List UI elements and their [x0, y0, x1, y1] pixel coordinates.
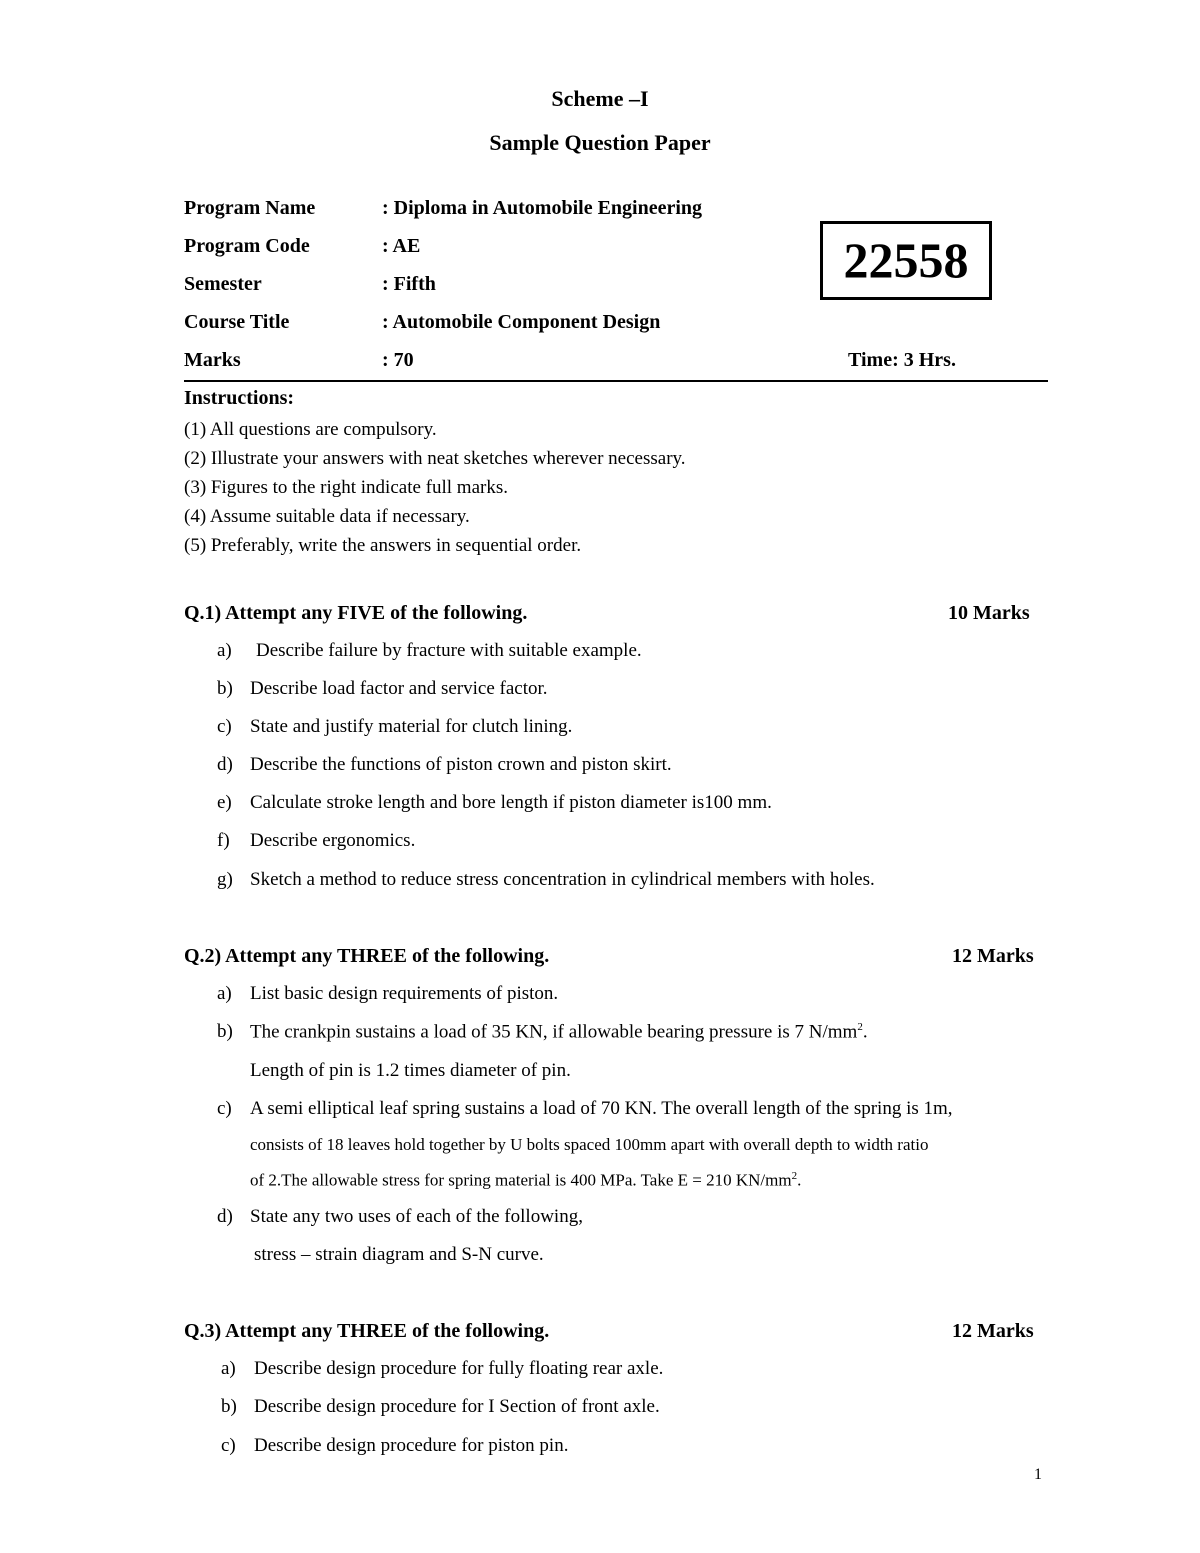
q3-item-text: Describe design procedure for I Section of front axle.: [254, 1396, 660, 1417]
q3-item-label: b): [221, 1396, 237, 1417]
instruction-item: (3) Figures to the right indicate full marks.: [184, 477, 508, 498]
semester-value: : Fifth: [382, 273, 436, 295]
instruction-item: (5) Preferably, write the answers in sequential order.: [184, 535, 582, 556]
q1-item-label: e): [217, 792, 232, 813]
q1-item-text: Describe ergonomics.: [250, 830, 416, 851]
q2-item-b-sup: 2: [857, 1021, 863, 1033]
q1-item-text: Calculate stroke length and bore length if piston diameter is100 mm.: [250, 792, 772, 813]
q1-marks: 10 Marks: [948, 602, 1030, 624]
paper-title: Sample Question Paper: [489, 130, 711, 155]
q2-item-c-end: .: [797, 1170, 802, 1190]
q2-heading: Q.2) Attempt any THREE of the following.: [184, 945, 550, 967]
q3-item-text: Describe design procedure for fully floating rear axle.: [254, 1358, 664, 1379]
q1-item-label: b): [217, 678, 233, 699]
marks-value: : 70: [382, 349, 414, 371]
course-title-label: Course Title: [184, 311, 290, 333]
instruction-item: (1) All questions are compulsory.: [184, 419, 437, 440]
q3-heading: Q.3) Attempt any THREE of the following.: [184, 1320, 550, 1342]
q1-item-label: d): [217, 754, 233, 775]
q3-item-label: a): [221, 1358, 236, 1379]
q1-item-text: Describe the functions of piston crown and piston skirt.: [250, 754, 672, 775]
q2-item-label: c): [217, 1098, 232, 1119]
q2-item-d-line1: State any two uses of each of the following,: [250, 1206, 583, 1227]
q2-item-label: b): [217, 1021, 233, 1042]
q1-heading: Q.1) Attempt any FIVE of the following.: [184, 602, 528, 624]
q2-item-c-sup: 2: [791, 1170, 798, 1182]
q1-item-text: State and justify material for clutch lining.: [250, 716, 573, 737]
q2-item-label: d): [217, 1206, 233, 1227]
semester-label: Semester: [184, 273, 262, 295]
q1-item-text: Describe load factor and service factor.: [250, 678, 548, 699]
q2-item-c-text: of 2.The allowable stress for spring material is 400 MPa. Take E = 210 KN/mm: [250, 1170, 792, 1190]
q2-item-c-line1: A semi elliptical leaf spring sustains a load of 70 KN. The overall length of the spring is 1m,: [250, 1098, 953, 1119]
program-code-value: : AE: [382, 235, 421, 257]
program-name-label: Program Name: [184, 197, 316, 219]
q2-item-b-end: .: [862, 1021, 868, 1043]
q3-item-text: Describe design procedure for piston pin.: [254, 1435, 569, 1456]
q1-item-text: Describe failure by fracture with suitable example.: [256, 640, 642, 661]
page-number: 1: [1034, 1466, 1042, 1483]
q2-item-label: a): [217, 983, 232, 1004]
q1-item-text: Sketch a method to reduce stress concentration in cylindrical members with holes.: [250, 869, 875, 890]
q2-item-c-line2: consists of 18 leaves hold together by U bolts spaced 100mm apart with overall depth to width ratio: [250, 1135, 929, 1154]
q1-item-label: g): [217, 869, 233, 890]
q1-item-label: a): [217, 640, 232, 661]
q3-marks: 12 Marks: [952, 1320, 1034, 1342]
program-code-label: Program Code: [184, 235, 310, 257]
q2-item-c-line3: [250, 1170, 801, 1191]
q2-item-b-line2: Length of pin is 1.2 times diameter of pin.: [250, 1060, 571, 1081]
q2-item-d-line2: stress – strain diagram and S-N curve.: [254, 1244, 544, 1265]
q1-item-label: f): [217, 830, 230, 851]
instructions-heading: Instructions:: [184, 387, 295, 409]
instruction-item: (4) Assume suitable data if necessary.: [184, 506, 470, 527]
instruction-item: (2) Illustrate your answers with neat sketches wherever necessary.: [184, 448, 686, 469]
program-name-value: : Diploma in Automobile Engineering: [382, 197, 703, 219]
q2-item-b-text: The crankpin sustains a load of 35 KN, if allowable bearing pressure is 7 N/mm: [250, 1021, 858, 1043]
scheme-title: Scheme –I: [551, 86, 649, 111]
q1-item-label: c): [217, 716, 232, 737]
time-allowed: Time: 3 Hrs.: [848, 349, 956, 371]
q2-item-b-line1: [250, 1021, 868, 1043]
course-title-value: : Automobile Component Design: [382, 311, 661, 333]
header-divider: [184, 380, 1048, 382]
q2-item-text: List basic design requirements of piston.: [250, 983, 559, 1004]
q3-item-label: c): [221, 1435, 236, 1456]
marks-label: Marks: [184, 349, 241, 371]
course-code-box: 22558: [820, 221, 992, 300]
q2-marks: 12 Marks: [952, 945, 1034, 967]
